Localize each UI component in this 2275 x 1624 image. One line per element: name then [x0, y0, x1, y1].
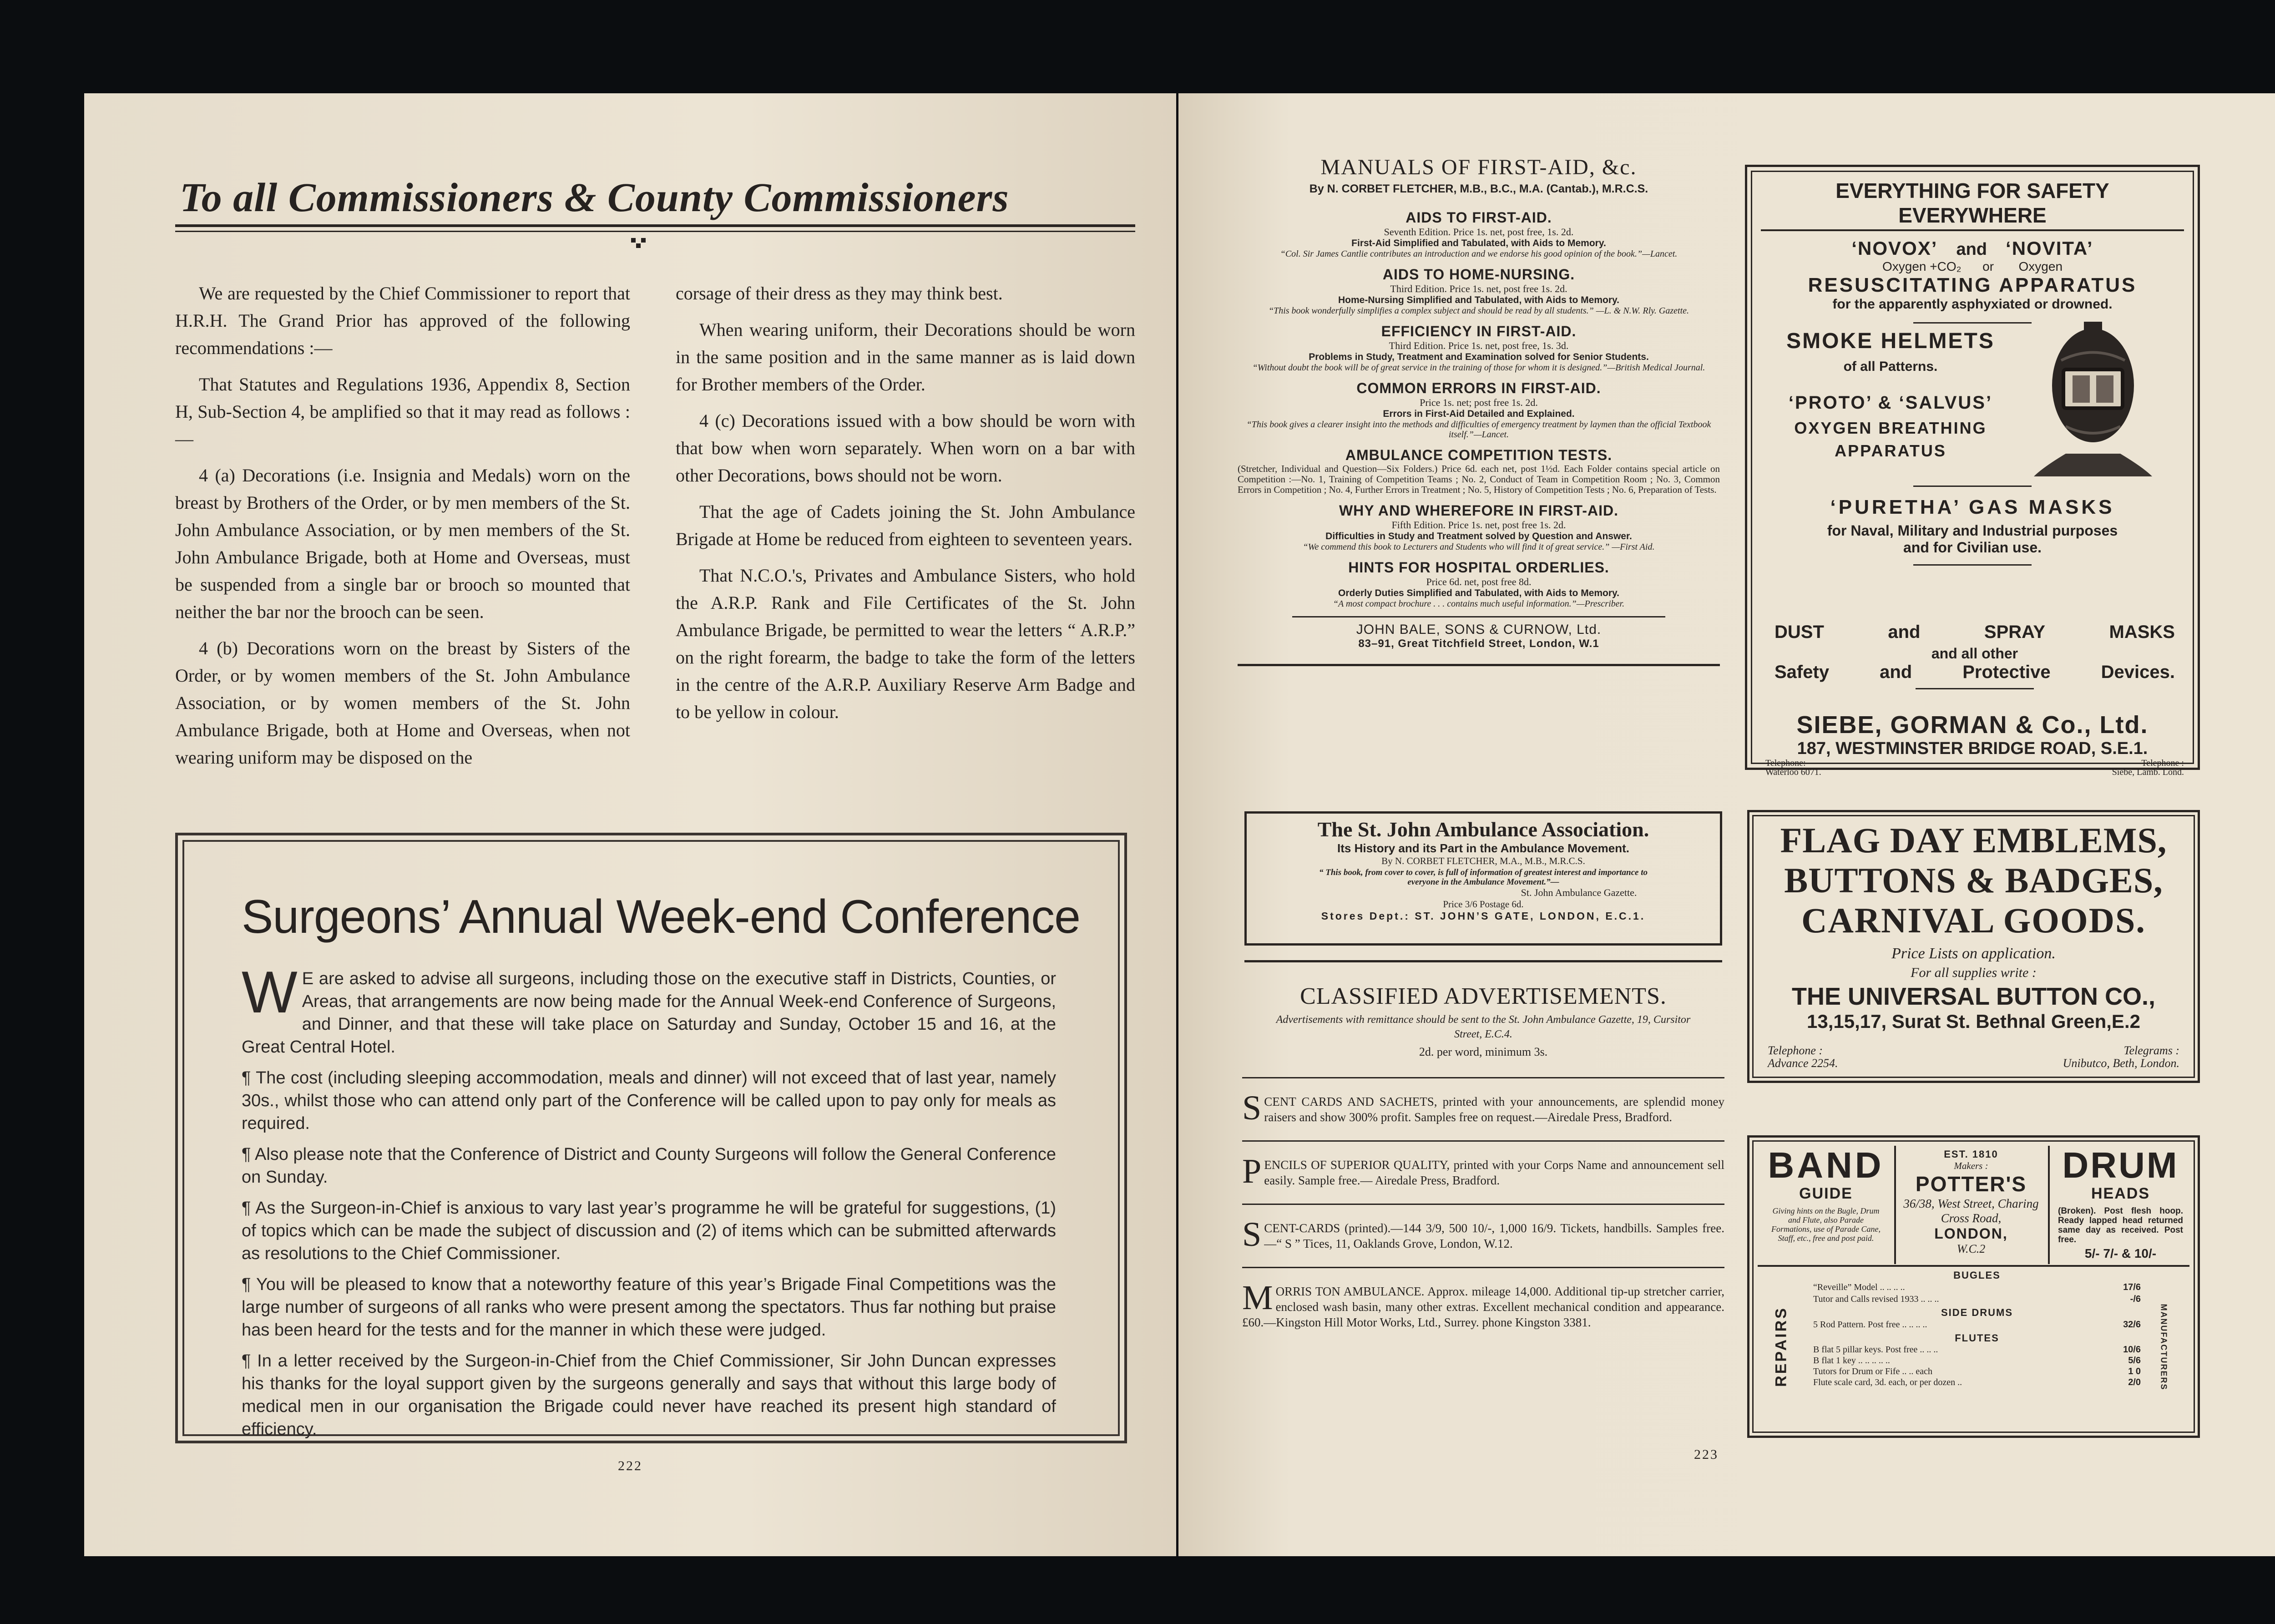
column-1 [175, 280, 630, 780]
manual-entry [1238, 447, 1720, 495]
flag-line-1: FLAG DAY EMBLEMS, [1780, 820, 2167, 860]
association-stores: Stores Dept.: ST. JOHN’S GATE, LONDON, E.C.1. [1321, 910, 1646, 922]
manual-line-bold: Orderly Duties Simplified and Tabulated, with Aids to Memory. [1338, 588, 1620, 598]
siebe-tel-1: Telephone: Waterloo 6071. [1765, 758, 1821, 777]
flag-company: THE UNIVERSAL BUTTON CO., [1791, 983, 2156, 1010]
col1-para-1: We are requested by the Chief Commissioner to report that H.R.H. The Grand Prior has approved of the following recommendations :— [175, 283, 630, 358]
classified-ad: SCENT-CARDS (printed).—144 3/9, 500 10/-, 1,000 16/9. Tickets, handbills. Samples free.—“ S ” Tices, 11, Oaklands Grove, London, W.12. [1242, 1215, 1724, 1254]
manuals-section [1238, 155, 1720, 666]
publisher-address: 83–91, Great Titchfield Street, London, W.1 [1358, 637, 1599, 650]
manual-quote: “We commend this book to Lecturers and Students who will find it of great service.” —First Aid. [1303, 542, 1655, 552]
manual-line: Price 6d. net, post free 8d. [1426, 576, 1532, 587]
price-row: Tutors for Drum or Fife .. .. each 1 0 [1813, 1366, 2141, 1376]
smoke-helmet-icon [2034, 317, 2152, 476]
band-title: BAND [1768, 1145, 1884, 1185]
siebe-address: 187, WESTMINSTER BRIDGE ROAD, S.E.1. [1797, 739, 2148, 758]
repairs-label: REPAIRS [1772, 1306, 1790, 1387]
potter-address: 36/38, West Street, Charing Cross Road, [1903, 1197, 2039, 1225]
col2-para-5: That N.C.O.'s, Privates and Ambulance Sisters, who hold the A.R.P. Rank and File Certificates of the St. John Ambulance Brigade, be permitted to wear the letters “ A.R.P.” on the right forearm, the badge to take the form of the letters in the centre of the A.R.P. Auxiliary Reserve Arm Badge and to be yellow in colour. [676, 565, 1135, 722]
guide-text: Giving hints on the Bugle, Drum and Flute, also Parade Formations, use of Parade Cane, Staff, etc., free and post paid. [1771, 1206, 1881, 1243]
price-row: B flat 5 pillar keys. Post free .. .. .. 10/6 [1813, 1345, 2141, 1355]
heads-title: HEADS [2091, 1185, 2150, 1202]
est: EST. 1810 [1944, 1148, 1998, 1160]
siebe-patterns: of all Patterns. [1843, 359, 1938, 374]
manual-entries [1238, 209, 1720, 609]
guide-title: GUIDE [1799, 1185, 1853, 1202]
col1-para-3: 4 (a) Decorations (i.e. Insignia and Medals) worn on the breast by Brothers of the Order, or by men members of the St. John Ambulance Association, or by men members of the St. John Ambulance Brigade, both at Home and Overseas, must be suspended from a single bar or brooch so mounted that neither the bar nor the brooch can be seen. [175, 465, 630, 622]
page-number-right: 223 [1694, 1447, 1719, 1462]
publisher-name: JOHN BALE, SONS & CURNOW, Ltd. [1356, 622, 1602, 637]
conference-box [175, 833, 1127, 1443]
potter-panel [1896, 1146, 2046, 1256]
association-price: Price 3/6 Postage 6d. [1443, 899, 1524, 910]
conference-body [242, 959, 1056, 1441]
col1-para-4: 4 (b) Decorations worn on the breast by Sisters of the Order, or by women members of the St. John Ambulance Association, or by women members of the St. John Ambulance Brigade, both at Home and Overseas, when not wearing uniform may be disposed on the [175, 638, 630, 768]
drum-title: DRUM [2062, 1145, 2179, 1185]
siebe-banner: EVERYTHING FOR SAFETY EVERYWHERE [1761, 178, 2184, 231]
manual-line-bold: Home-Nursing Simplified and Tabulated, with Aids to Memory. [1338, 295, 1619, 305]
price-row: Tutor and Calls revised 1933 .. .. .. -/6 [1813, 1294, 2141, 1304]
manual-quote: “Without doubt the book will be of great service in the training of those for whom it is designed.”—British Medical Journal. [1252, 363, 1705, 373]
manual-heading: AIDS TO HOME-NURSING. [1382, 266, 1575, 283]
drop-cap: S [1242, 1215, 1262, 1254]
siebe-tel-2: Telephone : Siebe, Lamb. Lond. [2112, 758, 2184, 777]
manual-line: Fifth Edition. Price 1s. net, post free 1s. 2d. [1391, 519, 1566, 531]
col2-para-3: 4 (c) Decorations issued with a bow should be worn with that bow when worn separately. When worn on a bar with other Decorations, bows should not be worn. [676, 410, 1135, 486]
manuals-title: MANUALS OF FIRST-AID, &c. [1320, 155, 1637, 179]
siebe-asphyx: for the apparently asphyxiated or drowned. [1832, 297, 2113, 312]
manual-line-bold: Problems in Study, Treatment and Examination solved for Senior Students. [1309, 352, 1649, 362]
conference-para-4: ¶ As the Surgeon-in-Chief is anxious to vary last year’s programme he will be grateful for suggestions, (1) of topics which can be made the subject of discussion and (2) of items which can be submitted afterwards as resolutions to the Chief Commissioner. [242, 1199, 1056, 1263]
association-box [1244, 811, 1722, 946]
manual-quote: “This book wonderfully simplifies a complex subject and should be read by all students.” —L. & N.W. Rly. Gazette. [1268, 306, 1689, 316]
price-row: 5 Rod Pattern. Post free .. .. .. .. 32/6 [1813, 1320, 2141, 1330]
manual-line-bold: Difficulties in Study and Treatment solved by Question and Answer. [1325, 531, 1632, 541]
siebe-oxygen: OXYGEN BREATHING [1794, 419, 1987, 437]
manual-line: (Stretcher, Individual and Question—Six Folders.) Price 6d. each net, post 1½d. Each Folder contains special article on Competition :—No. 1, Training of Competition Teams ; No. 2, Conduct of Team in Competition Room ; No. 3, Common Errors in Competition ; No. 4, Further Errors in Treatment ; No. 5, History of Competition Tests ; No. 6, Preparation of Tests. [1238, 463, 1720, 495]
conference-para-3: ¶ Also please note that the Conference of District and County Surgeons will follow the General Conference on Sunday. [242, 1145, 1056, 1187]
potters-ad [1747, 1135, 2200, 1438]
conference-title: Surgeons’ Annual Week-end Conference [242, 890, 1081, 943]
potter-divider [1758, 1265, 2189, 1267]
right-page [1178, 93, 2275, 1556]
siebe-ad [1745, 165, 2200, 777]
heading-rule-2 [175, 231, 1135, 232]
manual-entry [1238, 209, 1720, 259]
classified-note: Advertisements with remittance should be sent to the St. John Ambulance Gazette, 19, Cursitor Street, E.C.4. [1276, 1014, 1691, 1040]
classified-ad: SCENT CARDS AND SACHETS, printed with your announcements, are splendid money raisers and show 300% profit. Samples free on request.—Airedale Press, Bradford. [1242, 1089, 1724, 1127]
conference-para-1: W E are asked to advise all surgeons, including those on the executive staff in Districts, Counties, or Areas, that arrangements are now being made for the Annual Week-end Conference of Surgeons, and Dinner, and that these will take place on Saturday and Sunday, October 15 and 16, at the Great Central Hotel. [242, 959, 1056, 1057]
price-section-heading: BUGLES [1953, 1270, 2001, 1281]
band-guide-panel [1758, 1146, 1896, 1264]
conference-para-5: ¶ You will be pleased to know that a noteworthy feature of this year’s Brigade Final Competitions was the large number of surgeons of all ranks who were present among the spectators. Thus far nothing but praise has been heard for the tests and for the manner in which these were judged. [242, 1275, 1056, 1340]
price-list [1813, 1270, 2141, 1388]
col1-para-2: That Statutes and Regulations 1936, Appendix 8, Section H, Sub-Section 4, be amplified so that it may read as follows :— [175, 374, 630, 449]
siebe-dust-grid: DUST and SPRAY MASKS and all other Safety and Protective Devices. [1774, 622, 2175, 692]
col2-para-2: When wearing uniform, their Decorations should be worn in the same position and in the same manner as is laid down for Brother members of the Order. [676, 319, 1135, 395]
association-sub: Its History and its Part in the Ambulance Movement. [1337, 841, 1629, 855]
manual-entry [1238, 323, 1720, 373]
column-2 [676, 280, 1135, 735]
price-row: “Reveille” Model .. .. .. .. 17/6 [1813, 1282, 2141, 1292]
siebe-proto: ‘PROTO’ & ‘SALVUS’ [1788, 393, 1993, 413]
classified-ad: MORRIS TON AMBULANCE. Approx. mileage 14,000. Additional tip-up stretcher carrier, enclosed wash basin, many other extras. Excellent mechanical condition and appearance. £60.—Kingston Hill Motor Works, Ltd., Surrey. phone Kingston 3381. [1242, 1279, 1724, 1329]
association-rule [1244, 960, 1722, 962]
manual-heading: AMBULANCE COMPETITION TESTS. [1345, 447, 1613, 463]
siebe-civilian: and for Civilian use. [1903, 539, 2042, 556]
flag-line-3: CARNIVAL GOODS. [1801, 901, 2146, 940]
drop-cap: P [1242, 1152, 1262, 1190]
classified-ad: PENCILS OF SUPERIOR QUALITY, printed with your Corps Name and announcement sell easily. Sample free.— Airedale Press, Bradford. [1242, 1152, 1724, 1190]
association-quote: “ This book, from cover to cover, is full of information of greatest interest and importance to everyone in the Ambulance Movement.”— [1319, 868, 1648, 887]
siebe-resus: RESUSCITATING APPARATUS [1808, 274, 2137, 296]
commissioners-heading: To all Commissioners & County Commissioners [180, 175, 1009, 220]
drum-heads-panel [2048, 1146, 2191, 1264]
manual-heading: AIDS TO FIRST-AID. [1405, 209, 1552, 226]
classified-rate: 2d. per word, minimum 3s. [1419, 1045, 1548, 1058]
drop-cap: W [242, 959, 298, 1025]
ornament-icon [631, 238, 646, 253]
drop-cap: M [1242, 1279, 1273, 1317]
classified-section [1242, 983, 1724, 1330]
col2-para-4: That the age of Cadets joining the St. John Ambulance Brigade at Home be reduced from eighteen to seventeen years. [676, 501, 1135, 549]
siebe-allother: and all other [1931, 645, 2018, 662]
manual-entry [1238, 559, 1720, 609]
siebe-naval: for Naval, Military and Industrial purposes [1827, 522, 2118, 539]
potter-london: LONDON, [1934, 1225, 2008, 1242]
association-source: St. John Ambulance Gazette. [1521, 887, 1637, 898]
association-title: The St. John Ambulance Association. [1317, 818, 1649, 841]
potters-name: POTTER'S [1915, 1172, 2027, 1196]
association-by: By N. CORBET FLETCHER, M.A., M.B., M.R.C.S. [1381, 855, 1585, 866]
price-section-heading: SIDE DRUMS [1941, 1307, 2013, 1318]
drop-cap: S [1242, 1089, 1262, 1127]
manual-heading: WHY AND WHEREFORE IN FIRST-AID. [1339, 502, 1619, 519]
manual-quote: “Col. Sir James Cantlie contributes an introduction and we endorse his good opinion of the book.”—Lancet. [1280, 249, 1678, 259]
manual-line-bold: First-Aid Simplified and Tabulated, with Aids to Memory. [1351, 238, 1606, 248]
manual-heading: HINTS FOR HOSPITAL ORDERLIES. [1348, 559, 1609, 576]
siebe-company: SIEBE, GORMAN & Co., Ltd. [1796, 711, 2149, 739]
siebe-novox-line: ‘NOVOX’ and ‘NOVITA’ [1851, 238, 2093, 259]
manual-quote: “A most compact brochure . . . contains much useful information.”—Prescriber. [1333, 599, 1625, 609]
flag-price: Price Lists on application. [1891, 945, 2056, 962]
flag-day-ad [1747, 810, 2200, 1083]
left-page [84, 93, 1176, 1556]
flag-write: For all supplies write : [1911, 965, 2037, 980]
price-row: Flute scale card, 3d. each, or per dozen .. 2/0 [1813, 1377, 2141, 1387]
flag-address: 13,15,17, Surat St. Bethnal Green,E.2 [1807, 1011, 2140, 1032]
potter-wc: W.C.2 [1956, 1242, 1986, 1255]
conference-para-2: ¶ The cost (including sleeping accommodation, meals and dinner) will not exceed that of last year, namely 30s., whilst those who can attend only part of the Conference will be called upon to pay only for meals as required. [242, 1068, 1056, 1133]
flag-telegrams: Telegrams : Unibutco, Beth, London. [2063, 1044, 2179, 1070]
siebe-puretha: ‘PURETHA’ GAS MASKS [1830, 496, 2115, 518]
manual-heading: EFFICIENCY IN FIRST-AID. [1381, 323, 1577, 339]
manual-entry [1238, 502, 1720, 552]
col2-para-1: corsage of their dress as they may think best. [676, 283, 1003, 304]
manual-entry [1238, 266, 1720, 316]
manual-line-bold: Errors in First-Aid Detailed and Explained. [1383, 409, 1575, 419]
siebe-apparatus: APPARATUS [1835, 441, 1946, 460]
makers: Makers : [1954, 1160, 1988, 1171]
manual-line: Seventh Edition. Price 1s. net, post free, 1s. 2d. [1384, 226, 1574, 238]
manual-line: Price 1s. net; post free 1s. 2d. [1420, 397, 1538, 408]
heads-price: 5/- 7/- & 10/- [2084, 1246, 2157, 1260]
manual-entry [1238, 380, 1720, 440]
manual-line: Third Edition. Price 1s. net, post free 1s. 2d. [1390, 283, 1567, 294]
price-row: B flat 1 key .. .. .. .. .. 5/6 [1813, 1356, 2141, 1366]
price-section-heading: FLUTES [1955, 1332, 1999, 1344]
manuals-byline: By N. CORBET FLETCHER, M.B., B.C., M.A. (Cantab.), M.R.C.S. [1309, 182, 1648, 195]
heads-text: (Broken). Post flesh hoop. Ready lapped head returned same day as received. Post free. [2058, 1206, 2183, 1245]
siebe-smoke: SMOKE HELMETS [1786, 329, 1995, 353]
siebe-oxy-line: Oxygen +CO₂ or Oxygen [1882, 259, 2063, 273]
page-number-left: 222 [618, 1458, 642, 1473]
flag-line-2: BUTTONS & BADGES, [1784, 860, 2163, 900]
manual-line: Third Edition. Price 1s. net, post free, 1s. 3d. [1389, 340, 1569, 351]
manual-quote: “This book gives a clearer insight into the methods and difficulties of emergency treatment by laymen than the official Textbook itself.”—Lancet. [1246, 420, 1711, 440]
flag-tel: Telephone : Advance 2254. [1768, 1044, 1838, 1070]
heading-rule-1 [175, 224, 1135, 227]
conference-para-6: ¶ In a letter received by the Surgeon-in-Chief from the Chief Commissioner, Sir John Duncan expresses his thanks for the loyal support given by the surgeons generally and says that without this large body of medical men in our organisation the Brigade could never have reached its present high standard of efficiency. [242, 1351, 1056, 1439]
manufacturers-label: MANUFACTURERS [2159, 1304, 2169, 1391]
classified-title: CLASSIFIED ADVERTISEMENTS. [1300, 983, 1667, 1009]
manual-heading: COMMON ERRORS IN FIRST-AID. [1356, 380, 1601, 396]
